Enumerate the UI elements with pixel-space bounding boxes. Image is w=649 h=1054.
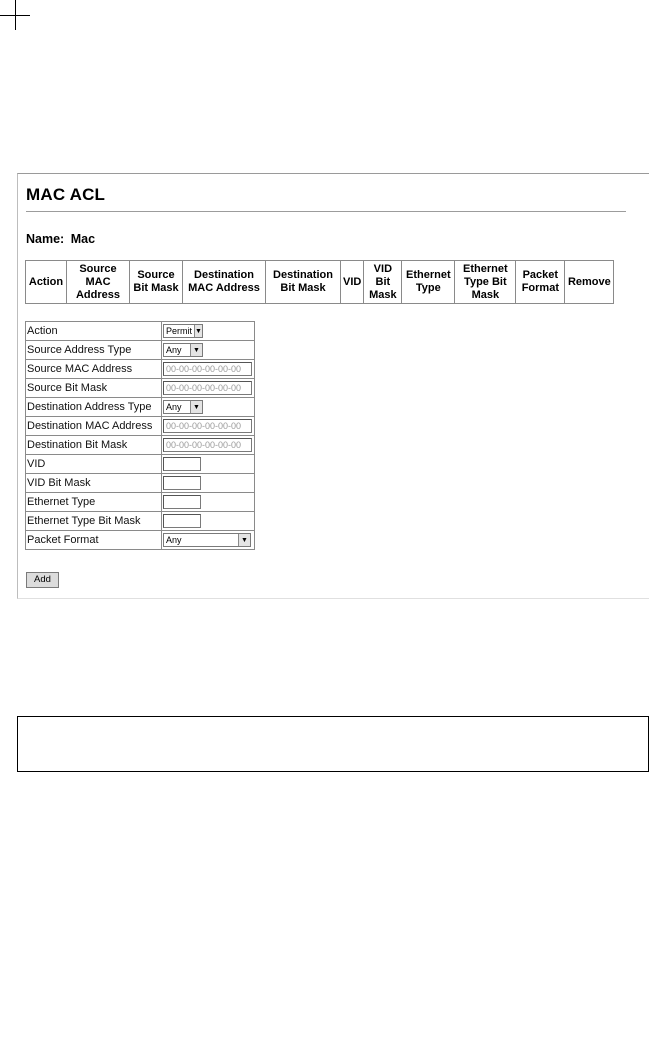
source-address-type-label: Source Address Type <box>26 341 162 360</box>
column-header-packet-format: Packet Format <box>516 261 565 304</box>
chevron-down-icon[interactable]: ▼ <box>194 325 202 337</box>
add-rule-form <box>25 321 255 550</box>
column-header-remove: Remove <box>565 261 614 304</box>
vid-input[interactable] <box>163 457 201 471</box>
form-row-ethernet-type <box>26 493 255 512</box>
destination-address-type-label: Destination Address Type <box>26 398 162 417</box>
action-label: Action <box>26 322 162 341</box>
destination-mac-address-input[interactable]: 00-00-00-00-00-00 <box>163 419 252 433</box>
packet-format-select[interactable] <box>163 533 251 547</box>
form-row-destination-bit-mask <box>26 436 255 455</box>
acl-name <box>26 232 95 246</box>
column-header-source-bit-mask: Source Bit Mask <box>130 261 183 304</box>
source-address-type-select[interactable] <box>163 343 203 357</box>
title-divider <box>26 211 626 212</box>
column-header-vid-bit-mask: VID Bit Mask <box>364 261 402 304</box>
rules-table <box>25 260 614 304</box>
form-row-source-bit-mask <box>26 379 255 398</box>
form-row-source-address-type <box>26 341 255 360</box>
action-select[interactable] <box>163 324 203 338</box>
form-row-ethernet-type-bit-mask <box>26 512 255 531</box>
packet-format-label: Packet Format <box>26 531 162 550</box>
column-header-ethernet-type-bit-mask: Ethernet Type Bit Mask <box>455 261 516 304</box>
column-header-destination-mac-address: Destination MAC Address <box>183 261 266 304</box>
page-title: MAC ACL <box>26 185 106 204</box>
add-button[interactable]: Add <box>26 572 59 588</box>
vid-bit-mask-label: VID Bit Mask <box>26 474 162 493</box>
crop-mark-vertical <box>15 0 16 30</box>
form-row-destination-mac-address <box>26 417 255 436</box>
acl-name-label: Name: <box>26 232 65 246</box>
column-header-destination-bit-mask: Destination Bit Mask <box>266 261 341 304</box>
form-row-action <box>26 322 255 341</box>
chevron-down-icon[interactable]: ▼ <box>190 344 202 356</box>
ethernet-type-bit-mask-label: Ethernet Type Bit Mask <box>26 512 162 531</box>
form-row-destination-address-type <box>26 398 255 417</box>
source-mac-address-label: Source MAC Address <box>26 360 162 379</box>
chevron-down-icon[interactable]: ▼ <box>238 534 250 546</box>
column-header-action: Action <box>26 261 67 304</box>
source-bit-mask-input[interactable]: 00-00-00-00-00-00 <box>163 381 252 395</box>
destination-mac-address-label: Destination MAC Address <box>26 417 162 436</box>
column-header-ethernet-type: Ethernet Type <box>402 261 455 304</box>
source-address-type-value: Any <box>166 345 182 355</box>
acl-name-value: Mac <box>70 232 96 246</box>
form-row-vid <box>26 455 255 474</box>
action-select-value: Permit <box>166 326 193 336</box>
form-row-packet-format <box>26 531 255 550</box>
chevron-down-icon[interactable]: ▼ <box>190 401 202 413</box>
destination-bit-mask-label: Destination Bit Mask <box>26 436 162 455</box>
vid-label: VID <box>26 455 162 474</box>
form-row-vid-bit-mask <box>26 474 255 493</box>
source-bit-mask-label: Source Bit Mask <box>26 379 162 398</box>
ethernet-type-bit-mask-input[interactable] <box>163 514 201 528</box>
source-mac-address-input[interactable]: 00-00-00-00-00-00 <box>163 362 252 376</box>
destination-address-type-value: Any <box>166 402 182 412</box>
column-header-vid: VID <box>341 261 364 304</box>
packet-format-value: Any <box>166 535 182 545</box>
ethernet-type-label: Ethernet Type <box>26 493 162 512</box>
note-box <box>17 716 649 772</box>
destination-address-type-select[interactable] <box>163 400 203 414</box>
destination-bit-mask-input[interactable]: 00-00-00-00-00-00 <box>163 438 252 452</box>
form-row-source-mac-address <box>26 360 255 379</box>
column-header-source-mac-address: Source MAC Address <box>67 261 130 304</box>
mac-acl-panel <box>17 173 649 599</box>
ethernet-type-input[interactable] <box>163 495 201 509</box>
rules-table-header-row <box>26 261 614 304</box>
vid-bit-mask-input[interactable] <box>163 476 201 490</box>
